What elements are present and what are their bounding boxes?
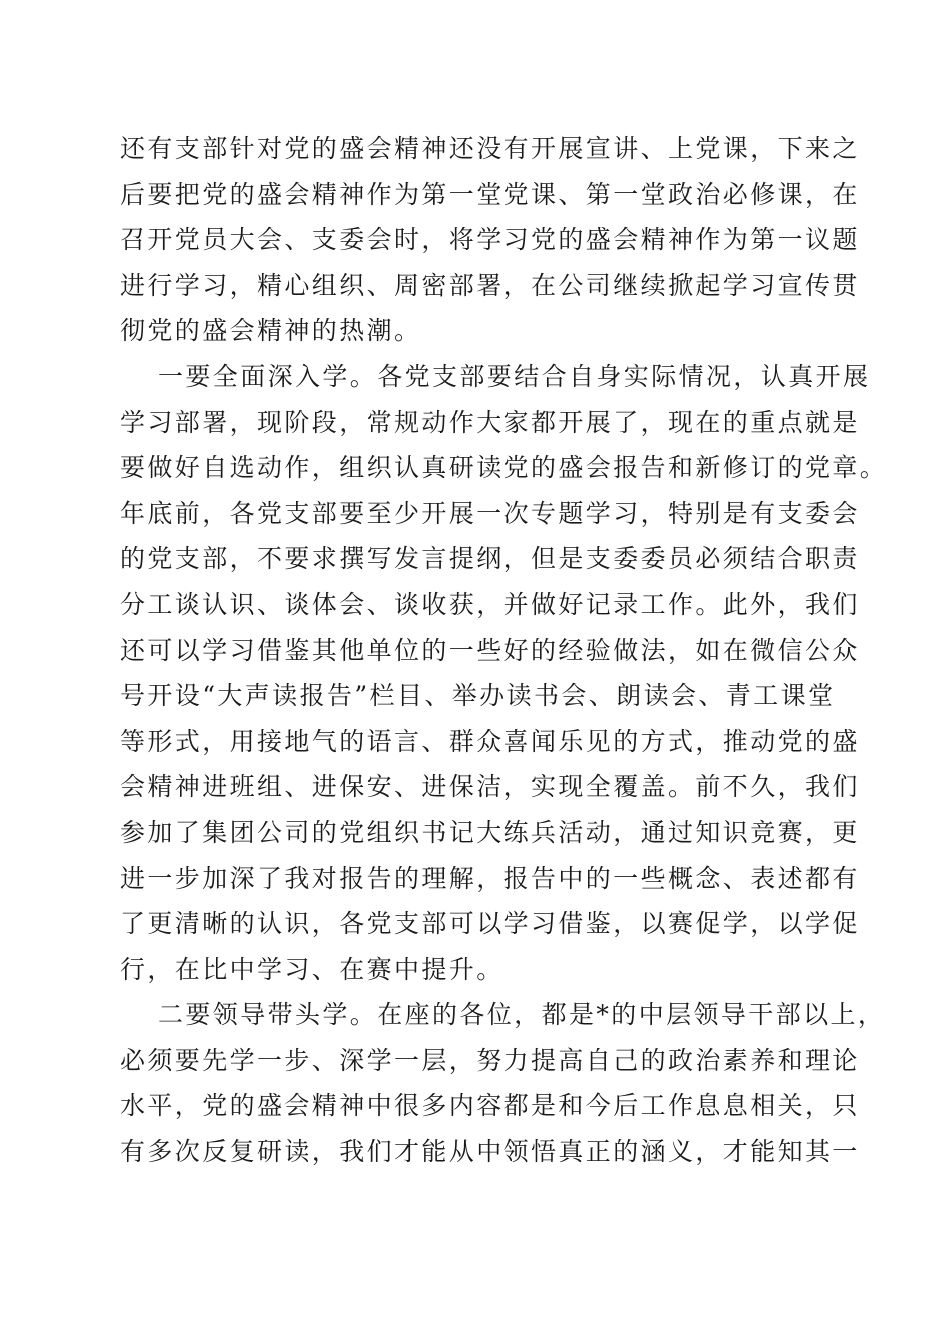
text-line: 彻党的盛会精神的热潮。 <box>120 316 422 346</box>
text-line: 参加了集团公司的党组织书记大练兵活动，通过知识竞赛，更 <box>120 817 860 847</box>
text-line: 进行学习，精心组织、周密部署，在公司继续掀起学习宣传贯 <box>120 270 860 300</box>
text-line: 行，在比中学习、在赛中提升。 <box>120 954 504 984</box>
text-line: 水平，党的盛会精神中很多内容都是和今后工作息息相关，只 <box>120 1091 860 1121</box>
text-line: 进一步加深了我对报告的理解，报告中的一些概念、表述都有 <box>120 863 860 893</box>
text-line: 年底前，各党支部要至少开展一次专题学习，特别是有支委会 <box>120 498 860 528</box>
text-line: 有多次反复研读，我们才能从中领悟真正的涵义，才能知其一 <box>120 1137 860 1167</box>
paragraph-first-line: 二要领导带头学。在座的各位，都是*的中层领导干部以上， <box>158 1000 886 1030</box>
body-text <box>120 126 888 1175</box>
text-line: 还可以学习借鉴其他单位的一些好的经验做法，如在微信公众 <box>120 635 860 665</box>
text-line: 等形式，用接地气的语言、群众喜闻乐见的方式，推动党的盛 <box>120 726 860 756</box>
text-line: 了更清晰的认识，各党支部可以学习借鉴，以赛促学，以学促 <box>120 909 860 939</box>
text-line: 会精神进班组、进保安、进保洁，实现全覆盖。前不久，我们 <box>120 772 860 802</box>
text-line: 的党支部，不要求撰写发言提纲，但是支委委员必须结合职责 <box>120 544 860 574</box>
paragraph-first-line: 一要全面深入学。各党支部要结合自身实际情况，认真开展 <box>158 361 871 391</box>
text-line: 后要把党的盛会精神作为第一堂党课、第一堂政治必修课，在 <box>120 179 860 209</box>
text-line: 还有支部针对党的盛会精神还没有开展宣讲、上党课，下来之 <box>120 134 860 163</box>
text-line: 学习部署，现阶段，常规动作大家都开展了，现在的重点就是 <box>120 407 860 437</box>
text-line: 召开党员大会、支委会时，将学习党的盛会精神作为第一议题 <box>120 225 860 255</box>
text-line: 必须要先学一步、深学一层，努力提高自己的政治素养和理论 <box>120 1045 860 1075</box>
text-line: 号开设“大声读报告”栏目、举办读书会、朗读会、青工课堂 <box>120 681 836 711</box>
text-line: 要做好自选动作，组织认真研读党的盛会报告和新修订的党章。 <box>120 453 888 483</box>
text-line: 分工谈认识、谈体会、谈收获，并做好记录工作。此外，我们 <box>120 589 860 619</box>
